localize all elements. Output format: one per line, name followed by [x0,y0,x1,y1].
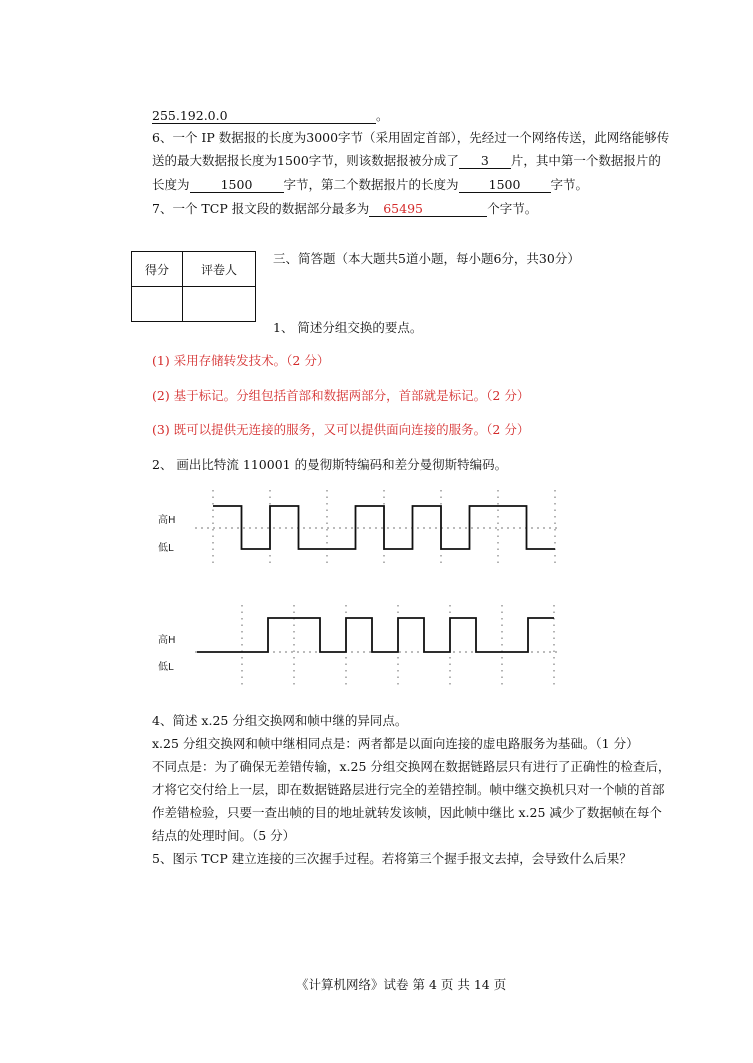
q4-line-4: 作差错检验，只要一查出帧的目的地址就转发该帧，因此帧中继比 x.25 减少了数据帧在每个 [152,805,662,820]
q5-question: 5、图示 TCP 建立连接的三次握手过程。若将第三个握手报文去掉，会导致什么后果？ [152,851,632,866]
q4-line-5: 结点的处理时间。（5 分） [152,828,296,843]
q5-answer-end: 。 [376,108,389,123]
page-footer: 《计算机网络》试卷 第 4 页 共 14 页 [296,977,507,992]
q7-answer-blank: 65495 [369,201,487,217]
q6-answer-second-length: 1500 [459,177,551,193]
diagram1-high-label: 高H [158,515,176,526]
q6-line1: 6、一个 IP 数据报的长度为3000字节（采用固定首部），先经过一个网络传送，此网络能够传 [152,130,670,145]
diagram2-low-label: 低L [158,662,174,673]
q4-question: 4、简述 x.25 分组交换网和帧中继的异同点。 [152,713,408,728]
manchester-diagram [195,490,560,565]
waveform-line [213,506,555,549]
q6-answer-fragments: 3 [459,153,511,169]
section3-title: 三、简答题（本大题共5道小题，每小题6分，共30分） [273,251,580,266]
waveform-line [197,618,554,652]
q1-answer-2: (2) 基于标记。分组包括首部和数据两部分，首部就是标记。（2 分） [152,388,530,403]
q6-answer-first-length: 1500 [190,177,284,193]
q1-question: 1、 简述分组交换的要点。 [273,320,423,335]
q6-text-e: 字节。 [550,177,589,192]
q6-text-b: 片，其中第一个数据报片的 [510,153,661,168]
diagram1-low-label: 低L [158,543,174,554]
q1-answer-3: (3) 既可以提供无连接的服务，又可以提供面向连接的服务。（2 分） [152,422,530,437]
score-label: 得分 [132,252,183,287]
q4-line-2: 不同点是：为了确保无差错传输，x.25 分组交换网在数据链路层只有进行了正确性的检查后， [152,759,671,774]
grader-label: 评卷人 [183,252,256,287]
diagram2-high-label: 高H [158,635,176,646]
q1-answer-1: (1) 采用存储转发技术。（2 分） [152,353,330,368]
q6-text-a: 送的最大数据报长度为1500字节，则该数据报被分成了 [152,153,459,168]
q2-question: 2、 画出比特流 110001 的曼彻斯特编码和差分曼彻斯特编码。 [152,457,508,472]
q6-text-c: 长度为 [152,177,190,192]
q5-answer-blank: 255.192.0.0 [152,108,376,124]
q7-text-a: 7、一个 TCP 报文段的数据部分最多为 [152,201,370,216]
q4-line-3: 才将它交付给上一层，即在数据链路层进行完全的差错控制。帧中继交换机只对一个帧的首部 [152,782,665,797]
diff-manchester-diagram [195,605,560,688]
q4-line-1: x.25 分组交换网和帧中继相同点是：两者都是以面向连接的虚电路服务为基础。（1 分） [152,736,639,751]
q7-text-b: 个字节。 [487,201,538,216]
q6-text-d: 字节，第二个数据报片的长度为 [283,177,459,192]
